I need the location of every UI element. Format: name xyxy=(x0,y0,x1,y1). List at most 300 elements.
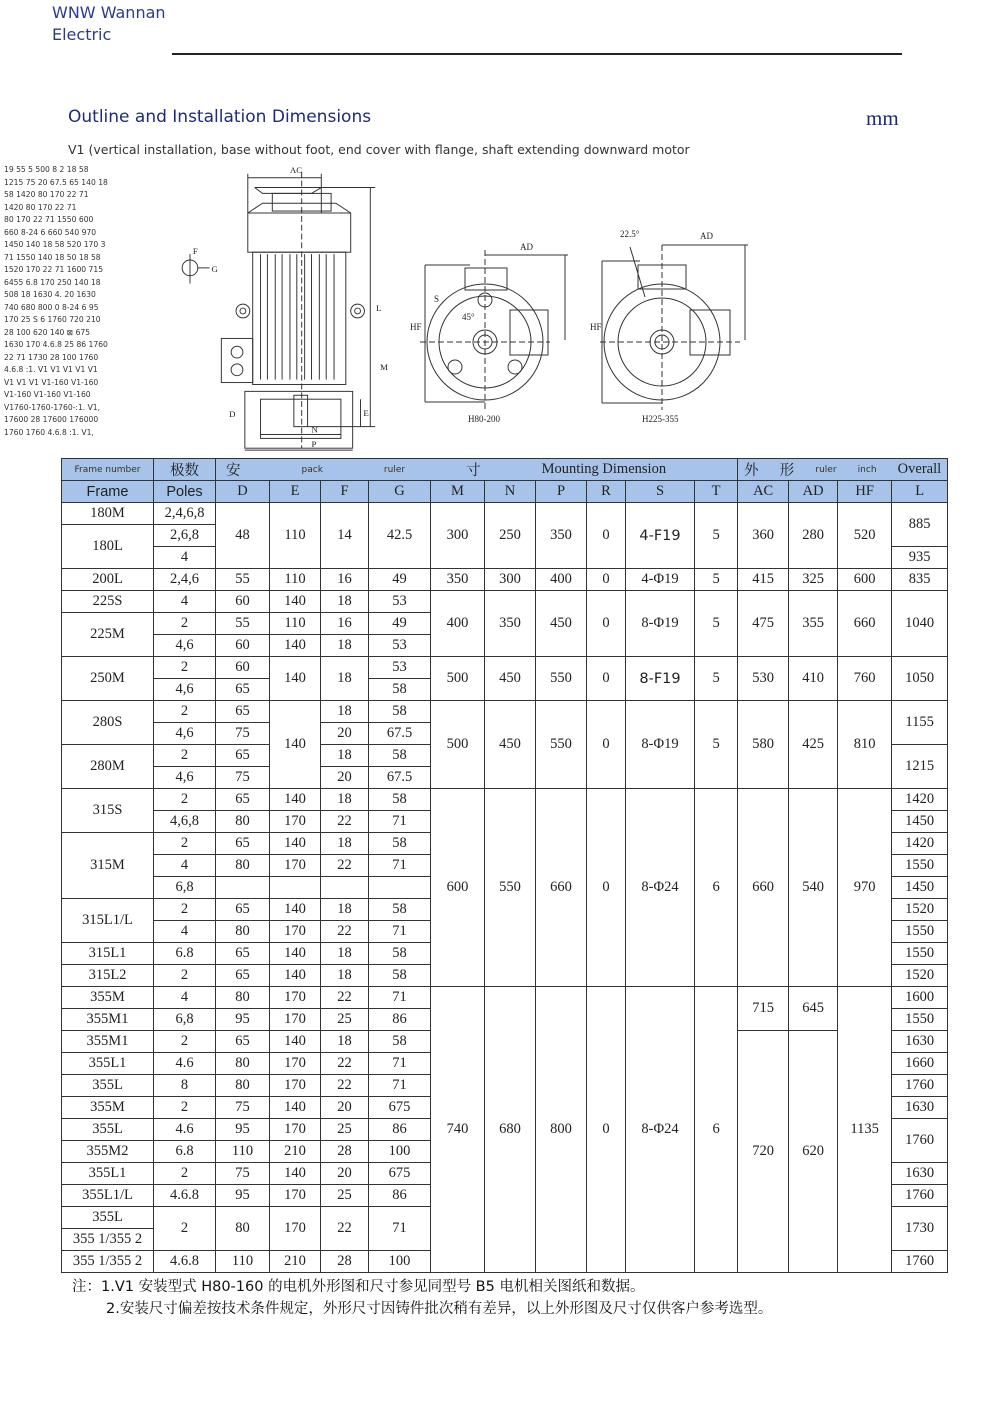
cell-l: 1450 xyxy=(892,877,948,899)
cell-s: 8-Φ19 xyxy=(626,701,695,789)
header-col-n: N xyxy=(485,481,536,503)
cell-poles: 4,6,8 xyxy=(154,811,216,833)
cell-ad: 355 xyxy=(789,591,838,657)
cell-poles: 4,6 xyxy=(154,723,216,745)
cell-g: 53 xyxy=(369,591,431,613)
cell-hf: 520 xyxy=(838,503,892,569)
cell-e: 140 xyxy=(270,943,321,965)
cell-f: 22 xyxy=(321,1053,369,1075)
cell-poles: 2 xyxy=(154,657,216,679)
mount-cn-1: 安 xyxy=(226,463,241,479)
cell-e: 170 xyxy=(270,1119,321,1141)
cell-poles: 2 xyxy=(154,1163,216,1185)
cell-l: 1630 xyxy=(892,1163,948,1185)
cell-l: 935 xyxy=(892,547,948,569)
cell-m: 500 xyxy=(431,701,485,789)
cell-l: 1630 xyxy=(892,1097,948,1119)
overlay-line: 19 55 5 500 8 2 18 58 xyxy=(4,165,89,174)
header-overall xyxy=(738,459,948,481)
cell-r: 0 xyxy=(587,569,626,591)
dim-label-n: N xyxy=(311,424,318,435)
overlay-line: V1760-1760-1760-:1. V1, xyxy=(4,402,101,412)
cell-d: 65 xyxy=(216,745,270,767)
cell-l: 1520 xyxy=(892,899,948,921)
cell-g: 100 xyxy=(369,1141,431,1163)
cell-f: 18 xyxy=(321,745,369,767)
cell-f: 28 xyxy=(321,1251,369,1273)
cell-d: 65 xyxy=(216,789,270,811)
cell-g: 58 xyxy=(369,701,431,723)
table-row xyxy=(62,657,948,679)
cell-l: 1040 xyxy=(892,591,948,657)
cell-l: 1550 xyxy=(892,1009,948,1031)
cell-poles: 4 xyxy=(154,855,216,877)
cell-d: 95 xyxy=(216,1009,270,1031)
header-col-p: P xyxy=(536,481,587,503)
cell-f: 14 xyxy=(321,503,369,569)
cell-g: 67.5 xyxy=(369,723,431,745)
cell-frame: 180L xyxy=(62,525,154,569)
cell-g: 675 xyxy=(369,1097,431,1119)
cell-g: 49 xyxy=(369,613,431,635)
cell-n: 680 xyxy=(485,987,536,1273)
note-1: 注：1.V1 安装型式 H80-160 的电机外形图和尺寸参见同型号 B5 电机相关图纸和数据。 xyxy=(72,1279,645,1295)
cell-d: 65 xyxy=(216,943,270,965)
cell-ad: 540 xyxy=(789,789,838,987)
cell-m: 600 xyxy=(431,789,485,987)
cell-poles: 4 xyxy=(154,547,216,569)
cell-frame: 280S xyxy=(62,701,154,745)
cell-e: 110 xyxy=(270,613,321,635)
brand-line-1: WNW Wannan xyxy=(52,3,166,22)
cell-g: 71 xyxy=(369,1075,431,1097)
cell-ad: 325 xyxy=(789,569,838,591)
cell-ac: 415 xyxy=(738,569,789,591)
cell-f: 25 xyxy=(321,1185,369,1207)
cell-f: 18 xyxy=(321,789,369,811)
table-row xyxy=(62,789,948,811)
cell-g: 58 xyxy=(369,745,431,767)
header-divider xyxy=(172,53,902,55)
cell-l: 1600 xyxy=(892,987,948,1009)
cell-l: 1730 xyxy=(892,1207,948,1251)
cell-frame: 225M xyxy=(62,613,154,657)
cell-ad: 425 xyxy=(789,701,838,789)
cell-f: 22 xyxy=(321,1207,369,1251)
cell-m: 500 xyxy=(431,657,485,701)
cell-e xyxy=(270,877,321,899)
overlay-line: 71 1550 140 18 50 18 58 xyxy=(4,252,101,262)
angle-label-45: 45° xyxy=(462,312,475,322)
cell-f: 18 xyxy=(321,657,369,701)
cell-l: 1155 xyxy=(892,701,948,745)
mount-cn-2: 寸 xyxy=(466,463,481,479)
cell-g: 71 xyxy=(369,921,431,943)
cell-d: 65 xyxy=(216,833,270,855)
overlay-line: 58 1420 80 170 22 71 xyxy=(4,190,89,199)
cell-e: 170 xyxy=(270,811,321,833)
cell-p: 550 xyxy=(536,701,587,789)
cell-p: 400 xyxy=(536,569,587,591)
cell-frame: 280M xyxy=(62,745,154,789)
overlay-line: 17600 28 17600 176000 xyxy=(4,415,99,424)
cell-frame: 315M xyxy=(62,833,154,899)
overall-cn-2: 形 xyxy=(779,463,795,479)
cell-poles: 2 xyxy=(154,965,216,987)
cell-t: 5 xyxy=(695,591,738,657)
header-col-t: T xyxy=(695,481,738,503)
cell-d: 65 xyxy=(216,965,270,987)
cell-ad: 645 xyxy=(789,987,838,1031)
overall-overlay-1: ruler xyxy=(815,464,837,475)
cell-frame: 355L1 xyxy=(62,1163,154,1185)
cell-poles: 4,6 xyxy=(154,679,216,701)
overlay-line: 508 18 1630 4. 20 1630 xyxy=(4,290,96,299)
cell-poles: 4,6 xyxy=(154,767,216,789)
cell-ac: 720 xyxy=(738,1031,789,1273)
cell-e: 140 xyxy=(270,899,321,921)
cell-frame: 315L1 xyxy=(62,943,154,965)
cell-s: 8-Φ24 xyxy=(626,987,695,1273)
cell-e: 170 xyxy=(270,1185,321,1207)
overall-cn-1: 外 xyxy=(744,463,759,479)
cell-g: 71 xyxy=(369,1053,431,1075)
cell-d: 75 xyxy=(216,767,270,789)
dim-label-g: G xyxy=(211,263,218,274)
cell-f: 20 xyxy=(321,1163,369,1185)
cell-ac: 580 xyxy=(738,701,789,789)
cell-f: 25 xyxy=(321,1119,369,1141)
cell-ad: 280 xyxy=(789,503,838,569)
cell-t: 5 xyxy=(695,657,738,701)
cell-t: 5 xyxy=(695,701,738,789)
cell-g: 86 xyxy=(369,1119,431,1141)
cell-p: 660 xyxy=(536,789,587,987)
overlay-line: V1 V1 V1 V1-160 V1-160 xyxy=(4,377,99,387)
overlay-line: 1215 75 20 67.5 65 140 18 xyxy=(4,177,108,187)
dim-label-ac: AC xyxy=(289,164,303,175)
overlay-line: 4.6.8 :1. V1 V1 V1 V1 V1 xyxy=(4,365,98,374)
overlay-line: 22 71 1730 28 100 1760 xyxy=(4,352,99,362)
cell-e: 170 xyxy=(270,1053,321,1075)
cell-n: 450 xyxy=(485,657,536,701)
cell-p: 550 xyxy=(536,657,587,701)
cell-f: 16 xyxy=(321,569,369,591)
cell-hf: 760 xyxy=(838,657,892,701)
cell-g: 58 xyxy=(369,1031,431,1053)
cell-g: 58 xyxy=(369,679,431,701)
header-frame: Frame xyxy=(62,481,154,503)
cell-l: 1760 xyxy=(892,1075,948,1097)
cell-hf: 970 xyxy=(838,789,892,987)
cell-f: 22 xyxy=(321,811,369,833)
cell-l: 1450 xyxy=(892,811,948,833)
cell-hf: 600 xyxy=(838,569,892,591)
cell-s: 8-Φ24 xyxy=(626,789,695,987)
cell-ac: 475 xyxy=(738,591,789,657)
cell-frame: 355 1/355 2 xyxy=(62,1251,154,1273)
cell-s: 4-Φ19 xyxy=(626,569,695,591)
cell-l: 1550 xyxy=(892,921,948,943)
cell-f xyxy=(321,877,369,899)
cell-d: 75 xyxy=(216,1163,270,1185)
cell-poles: 4.6.8 xyxy=(154,1251,216,1273)
cell-hf: 1135 xyxy=(838,987,892,1273)
angle-label-22-5: 22.5° xyxy=(620,229,640,239)
cell-poles: 8 xyxy=(154,1075,216,1097)
cell-d: 55 xyxy=(216,613,270,635)
dim-label-hf: HF xyxy=(410,322,422,332)
header-col-g: G xyxy=(369,481,431,503)
table-row xyxy=(62,987,948,1009)
cell-poles: 2 xyxy=(154,745,216,767)
cell-f: 20 xyxy=(321,723,369,745)
cell-d xyxy=(216,877,270,899)
mount-overlay-1: pack xyxy=(301,464,323,475)
cell-hf: 660 xyxy=(838,591,892,657)
overlay-line: 6455 6.8 170 250 140 18 xyxy=(4,277,101,287)
cell-poles: 2 xyxy=(154,833,216,855)
cell-e: 210 xyxy=(270,1251,321,1273)
overlay-line: 1630 170 4.6.8 25 86 1760 xyxy=(4,340,108,349)
header-col-r: R xyxy=(587,481,626,503)
cell-p: 350 xyxy=(536,503,587,569)
cell-l: 1550 xyxy=(892,855,948,877)
mount-en: Mounting Dimension xyxy=(541,461,667,477)
end-view-h80-200 xyxy=(410,230,585,430)
cell-r: 0 xyxy=(587,657,626,701)
dim-label-d: D xyxy=(229,408,236,419)
cell-frame: 355M1 xyxy=(62,1009,154,1031)
cell-e: 210 xyxy=(270,1141,321,1163)
cell-f: 18 xyxy=(321,899,369,921)
cell-d: 80 xyxy=(216,1207,270,1251)
cell-f: 18 xyxy=(321,965,369,987)
cell-n: 550 xyxy=(485,789,536,987)
header-col-l: L xyxy=(892,481,948,503)
cell-n: 350 xyxy=(485,591,536,657)
cell-r: 0 xyxy=(587,591,626,657)
cell-e: 140 xyxy=(270,1097,321,1119)
header-mounting-dimension xyxy=(216,459,738,481)
cell-p: 450 xyxy=(536,591,587,657)
cell-t: 6 xyxy=(695,987,738,1273)
cell-poles: 4 xyxy=(154,921,216,943)
cell-n: 300 xyxy=(485,569,536,591)
header-col-f: F xyxy=(321,481,369,503)
cell-frame: 355L xyxy=(62,1119,154,1141)
cell-l: 1215 xyxy=(892,745,948,789)
cell-l: 1760 xyxy=(892,1119,948,1163)
header-col-hf: HF xyxy=(838,481,892,503)
dim-label-f: F xyxy=(192,246,198,257)
cell-t: 5 xyxy=(695,569,738,591)
cell-d: 75 xyxy=(216,1097,270,1119)
cell-ad: 620 xyxy=(789,1031,838,1273)
cell-frame: 250M xyxy=(62,657,154,701)
cell-g: 67.5 xyxy=(369,767,431,789)
cell-d: 65 xyxy=(216,899,270,921)
cell-poles: 6.8 xyxy=(154,1141,216,1163)
cell-g: 71 xyxy=(369,1207,431,1251)
overlay-line: 80 170 22 71 1550 600 xyxy=(4,215,94,224)
cell-d: 95 xyxy=(216,1119,270,1141)
cell-f: 18 xyxy=(321,591,369,613)
dim-label-ad: AD xyxy=(520,242,533,252)
cell-g: 58 xyxy=(369,965,431,987)
cell-d: 110 xyxy=(216,1251,270,1273)
cell-frame: 355M2 xyxy=(62,1141,154,1163)
cell-frame: 355M xyxy=(62,987,154,1009)
cell-g: 53 xyxy=(369,635,431,657)
cell-g: 58 xyxy=(369,899,431,921)
cell-d: 55 xyxy=(216,569,270,591)
header-poles-cn: 极数 xyxy=(154,459,216,481)
table-row xyxy=(62,701,948,723)
cell-d: 60 xyxy=(216,591,270,613)
header-frame-number: Frame number xyxy=(62,459,154,481)
cell-poles: 2 xyxy=(154,899,216,921)
cell-frame: 225S xyxy=(62,591,154,613)
cell-poles: 2 xyxy=(154,701,216,723)
cell-g: 71 xyxy=(369,855,431,877)
cell-e: 170 xyxy=(270,1075,321,1097)
brand-line-2: Electric xyxy=(52,25,112,44)
cell-f: 25 xyxy=(321,1009,369,1031)
cell-d: 65 xyxy=(216,701,270,723)
cell-e: 140 xyxy=(270,591,321,613)
side-view-drawing xyxy=(172,164,402,458)
cell-d: 80 xyxy=(216,811,270,833)
page-subtitle: V1 (vertical installation, base without foot, end cover with flange, shaft extending downward motor xyxy=(68,142,690,157)
cell-m: 350 xyxy=(431,569,485,591)
cell-f: 20 xyxy=(321,767,369,789)
cell-e: 140 xyxy=(270,635,321,657)
cell-e: 170 xyxy=(270,1207,321,1251)
caption-h225-355: H225-355 xyxy=(642,414,679,424)
cell-n: 450 xyxy=(485,701,536,789)
cell-e: 170 xyxy=(270,921,321,943)
cell-hf: 810 xyxy=(838,701,892,789)
cell-d: 110 xyxy=(216,1141,270,1163)
overlay-line: 1420 80 170 22 71 xyxy=(4,202,77,212)
cell-p: 800 xyxy=(536,987,587,1273)
cell-g: 53 xyxy=(369,657,431,679)
header-col-ac: AC xyxy=(738,481,789,503)
overlay-line: 28 100 620 140 ⊠ 675 xyxy=(4,327,91,337)
cell-g: 58 xyxy=(369,833,431,855)
cell-f: 18 xyxy=(321,635,369,657)
cell-poles: 4.6 xyxy=(154,1053,216,1075)
table-row xyxy=(62,503,948,525)
dim-label-s: S xyxy=(434,294,440,304)
cell-g: 58 xyxy=(369,943,431,965)
overall-en: Overall xyxy=(897,461,942,477)
cell-poles: 2 xyxy=(154,789,216,811)
cell-m: 300 xyxy=(431,503,485,569)
cell-frame: 355L1/L xyxy=(62,1185,154,1207)
mount-overlay-2: ruler xyxy=(383,464,406,475)
header-col-e: E xyxy=(270,481,321,503)
cell-f: 22 xyxy=(321,987,369,1009)
cell-r: 0 xyxy=(587,987,626,1273)
cell-e: 140 xyxy=(270,789,321,811)
cell-e: 140 xyxy=(270,1163,321,1185)
cell-s: 8-F19 xyxy=(626,657,695,701)
brand-logo xyxy=(52,2,166,46)
cell-t: 5 xyxy=(695,503,738,569)
dim-label-ad-2: AD xyxy=(700,231,713,241)
cell-frame: 200L xyxy=(62,569,154,591)
cell-poles: 4,6 xyxy=(154,635,216,657)
cell-f: 18 xyxy=(321,833,369,855)
cell-l: 835 xyxy=(892,569,948,591)
overlay-line: 740 680 800 0 8-24 6 95 xyxy=(4,302,99,312)
overlay-line: 170 25 S 6 1760 720 210 xyxy=(4,315,101,324)
header-col-s: S xyxy=(626,481,695,503)
cell-frame: 315L2 xyxy=(62,965,154,987)
cell-l: 1660 xyxy=(892,1053,948,1075)
cell-frame: 355L xyxy=(62,1207,154,1229)
cell-d: 65 xyxy=(216,1031,270,1053)
cell-s: 4-F19 xyxy=(626,503,695,569)
cell-poles: 4.6 xyxy=(154,1119,216,1141)
dim-label-l: L xyxy=(376,303,382,313)
cell-l: 1760 xyxy=(892,1185,948,1207)
cell-l: 1520 xyxy=(892,965,948,987)
note-2: 2.安装尺寸偏差按技术条件规定，外形尺寸因铸件批次稍有差异，以上外形图及尺寸仅供客户参考选型。 xyxy=(106,1301,773,1317)
cell-poles: 4 xyxy=(154,987,216,1009)
overall-overlay-2: inch xyxy=(857,464,877,475)
cell-ac: 715 xyxy=(738,987,789,1031)
caption-h80-200: H80-200 xyxy=(468,414,500,424)
cell-e: 140 xyxy=(270,1031,321,1053)
cell-l: 1050 xyxy=(892,657,948,701)
dim-label-m: M xyxy=(380,361,388,372)
cell-e: 140 xyxy=(270,965,321,987)
cell-d: 48 xyxy=(216,503,270,569)
overlay-line: V1-160 V1-160 V1-160 xyxy=(4,390,91,399)
cell-e: 110 xyxy=(270,503,321,569)
overlay-line: 1520 170 22 71 1600 715 xyxy=(4,265,104,274)
cell-g: 86 xyxy=(369,1185,431,1207)
cell-ac: 530 xyxy=(738,657,789,701)
cell-g xyxy=(369,877,431,899)
cell-poles: 2 xyxy=(154,1031,216,1053)
cell-e: 170 xyxy=(270,855,321,877)
cell-poles: 2 xyxy=(154,1207,216,1251)
cell-m: 400 xyxy=(431,591,485,657)
cell-poles: 2 xyxy=(154,613,216,635)
cell-poles: 6.8 xyxy=(154,943,216,965)
cell-d: 60 xyxy=(216,657,270,679)
cell-poles: 2,6,8 xyxy=(154,525,216,547)
cell-e: 140 xyxy=(270,833,321,855)
cell-frame: 355 1/355 2 xyxy=(62,1229,154,1251)
cell-l: 1420 xyxy=(892,833,948,855)
cell-poles: 2 xyxy=(154,1097,216,1119)
header-poles: Poles xyxy=(154,481,216,503)
cell-d: 80 xyxy=(216,987,270,1009)
cell-f: 22 xyxy=(321,921,369,943)
header-col-d: D xyxy=(216,481,270,503)
cell-f: 22 xyxy=(321,855,369,877)
cell-ac: 360 xyxy=(738,503,789,569)
cell-r: 0 xyxy=(587,503,626,569)
page-title: Outline and Installation Dimensions xyxy=(68,107,372,127)
cell-l: 1630 xyxy=(892,1031,948,1053)
cell-poles: 2,4,6,8 xyxy=(154,503,216,525)
